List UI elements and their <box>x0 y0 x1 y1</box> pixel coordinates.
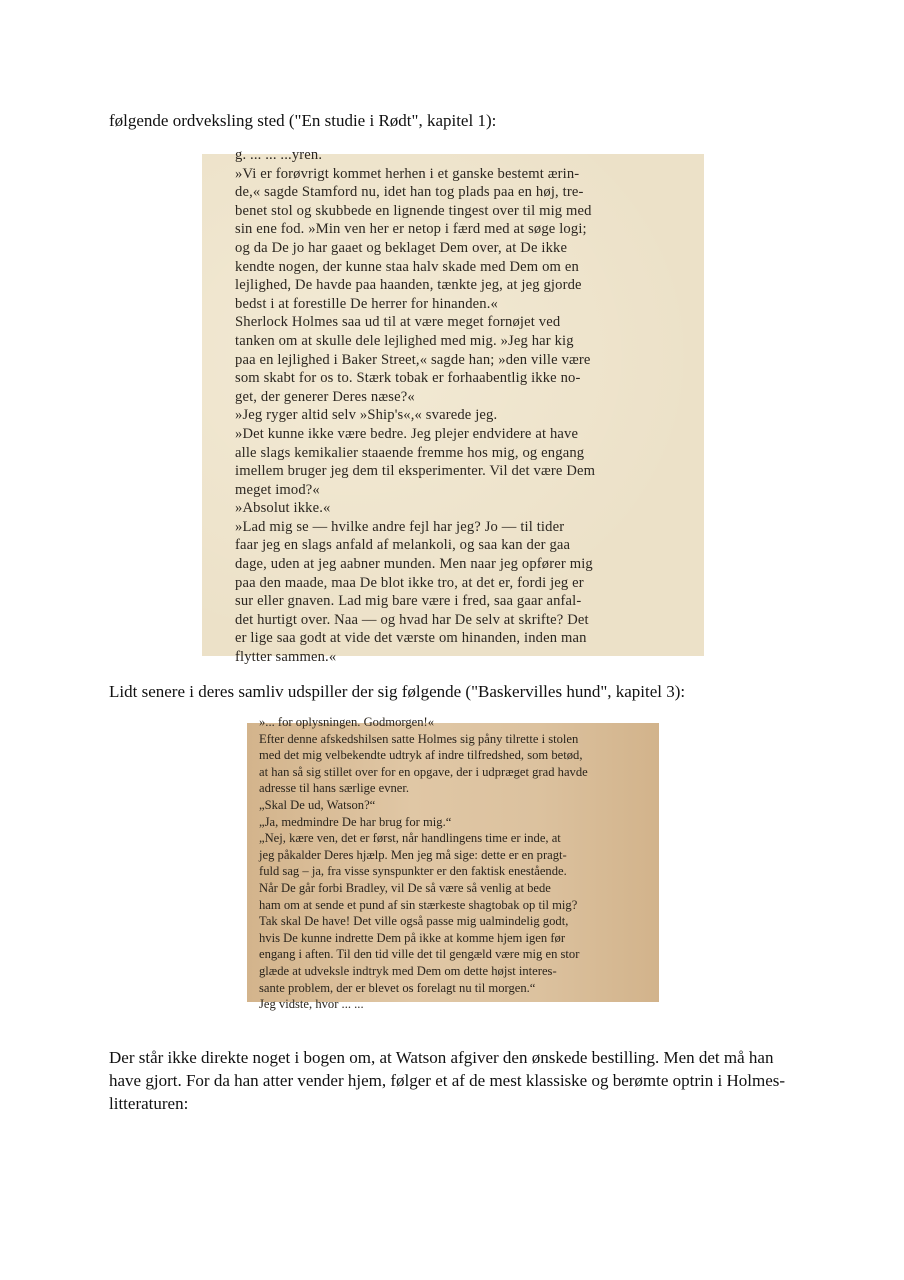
excerpt-text <box>235 146 660 667</box>
excerpt-line: jeg påkalder Deres hjælp. Men jeg må sige: dette er en pragt- <box>259 847 567 862</box>
excerpt-line: Jeg vidste, hvor ... ... <box>259 997 364 1012</box>
excerpt-line: »Det kunne ikke være bedre. Jeg plejer endvidere at have <box>235 425 579 442</box>
excerpt-line: adresse til hans særlige evner. <box>259 781 410 796</box>
closing-paragraph: Der står ikke direkte noget i bogen om, at Watson afgiver den ønskede bestilling. Men det må han have gjort. For da han atter vender hjem, følger et af de mest klassiske og berømte optrin i Holmes-litteraturen: <box>109 1048 786 1113</box>
excerpt-line: Sherlock Holmes saa ud til at være meget fornøjet ved <box>235 314 561 331</box>
excerpt-line: flytter sammen.« <box>235 649 337 666</box>
excerpt-line: »Lad mig se — hvilke andre fejl har jeg? Jo — til tider <box>235 518 565 535</box>
excerpt-line: „Ja, medmindre De har brug for mig.“ <box>259 814 452 829</box>
excerpt-line: bedst i at forestille De herrer for hinanden.« <box>235 295 499 312</box>
book-excerpt-study-in-scarlet-image <box>202 147 704 666</box>
excerpt-line: dage, uden at jeg aabner munden. Men naar jeg opfører mig <box>235 556 593 573</box>
excerpt-line: g. ... ... ...yren. <box>235 147 323 163</box>
excerpt-line: Tak skal De have! Det ville også passe mig ualmindelig godt, <box>259 914 569 929</box>
intro-paragraph: følgende ordveksling sted ("En studie i Rødt", kapitel 1): <box>109 111 497 130</box>
excerpt-line: ham om at sende et pund af sin stærkeste shagtobak op til mig? <box>259 897 578 912</box>
excerpt-line: „Skal De ud, Watson?“ <box>259 797 376 812</box>
excerpt-line: imellem bruger jeg dem til eksperimenter. Vil det være Dem <box>235 463 596 480</box>
excerpt-line: hvis De kunne indrette Dem på ikke at komme hjem igen før <box>259 930 566 945</box>
excerpt-line: benet stol og skubbede en lignende tingest over til mig med <box>235 202 592 219</box>
excerpt-line: fuld sag – ja, fra visse synspunkter er den faktisk enestående. <box>259 864 567 879</box>
excerpt-line: alle slags kemikalier staaende fremme hos mig, og engang <box>235 444 585 461</box>
excerpt-line: paa en lejlighed i Baker Street,« sagde han; »den ville være <box>235 351 591 368</box>
excerpt-line: sante problem, der er blevet os forelagt nu til morgen.“ <box>259 980 536 995</box>
excerpt-line: »Vi er forøvrigt kommet herhen i et ganske bestemt ærin- <box>235 165 580 182</box>
excerpt-line: tanken om at skulle dele lejlighed med mig. »Jeg har kig <box>235 332 574 349</box>
book-excerpt-hound-image <box>247 715 659 1012</box>
excerpt-line: »Absolut ikke.« <box>235 500 331 517</box>
excerpt-text <box>259 714 645 1013</box>
excerpt-line: meget imod?« <box>235 481 320 498</box>
excerpt-line: Når De går forbi Bradley, vil De så være så venlig at bede <box>259 880 551 895</box>
excerpt-line: som skabt for os to. Stærk tobak er forhaabentlig ikke no- <box>235 370 581 387</box>
excerpt-line: lejlighed, De havde paa haanden, tænkte jeg, at jeg gjorde <box>235 277 582 294</box>
excerpt-line: get, der generer Deres næse?« <box>235 388 415 405</box>
excerpt-line: med det mig velbekendte udtryk af indre tilfredshed, som betød, <box>259 748 583 763</box>
excerpt-line: det hurtigt over. Naa — og hvad har De selv at skrifte? Det <box>235 611 589 628</box>
excerpt-line: engang i aften. Til den tid ville det til gengæld være mig en stor <box>259 947 580 962</box>
excerpt-line: er lige saa godt at vide det værste om hinanden, inden man <box>235 630 587 647</box>
excerpt-line: faar jeg en slags anfald af melankoli, og saa kan der gaa <box>235 537 571 554</box>
excerpt-line: og da De jo har gaaet og beklaget Dem over, at De ikke <box>235 239 568 256</box>
excerpt-line: kendte nogen, der kunne staa halv skade med Dem om en <box>235 258 579 275</box>
excerpt-line: glæde at udveksle indtryk med Dem om dette højst interes- <box>259 963 557 978</box>
middle-paragraph: Lidt senere i deres samliv udspiller der sig følgende ("Baskervilles hund", kapitel 3): <box>109 682 686 701</box>
excerpt-line: sur eller gnaven. Lad mig bare være i fred, saa gaar anfal- <box>235 593 582 610</box>
excerpt-line: paa den maade, maa De blot ikke tro, at det er, fordi jeg er <box>235 574 584 591</box>
excerpt-line: »Jeg ryger altid selv »Ship's«,« svarede jeg. <box>235 407 498 424</box>
excerpt-line: de,« sagde Stamford nu, idet han tog plads paa en høj, tre- <box>235 184 584 201</box>
excerpt-line: „Nej, kære ven, det er først, når handlingens time er inde, at <box>259 831 561 846</box>
excerpt-line: sin ene fod. »Min ven her er netop i færd med at søge logi; <box>235 221 587 238</box>
excerpt-line: Efter denne afskedshilsen satte Holmes sig påny tilrette i stolen <box>259 731 579 746</box>
excerpt-line: »... for oplysningen. Godmorgen!« <box>259 715 435 729</box>
excerpt-line: at han så sig stillet over for en opgave, der i udpræget grad havde <box>259 764 588 779</box>
